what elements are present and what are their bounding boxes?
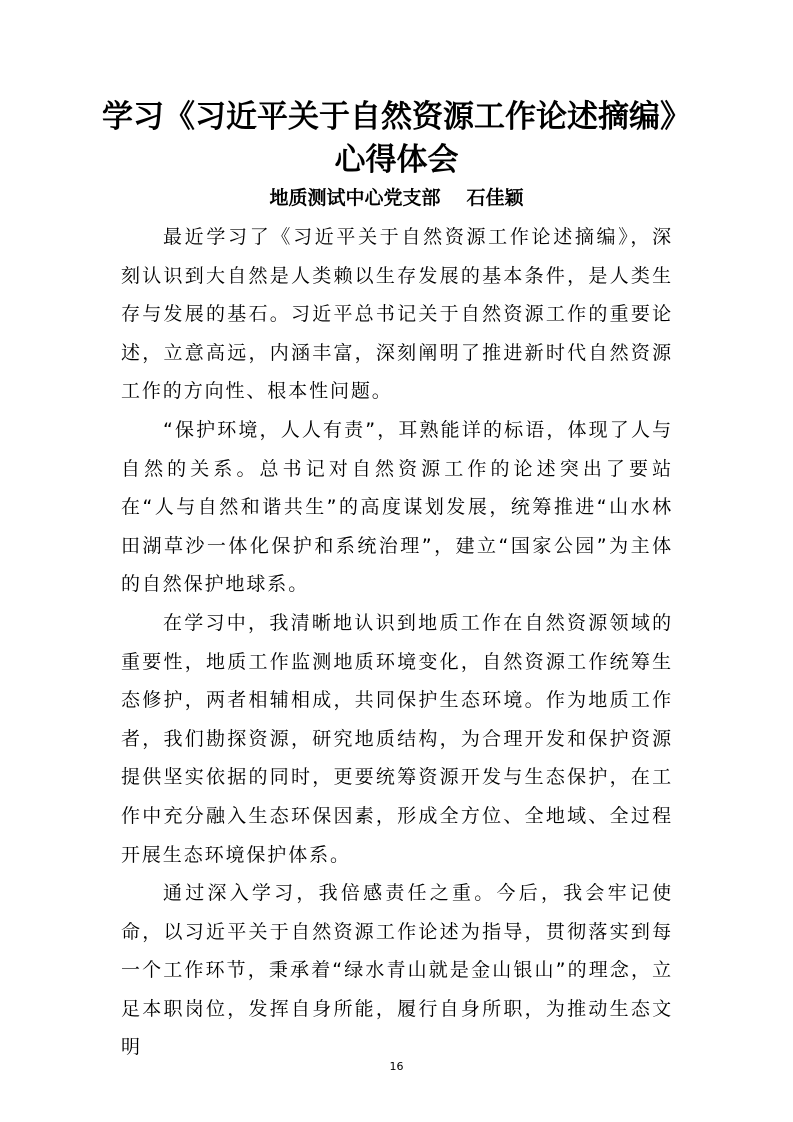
author-organization: 地质测试中心党支部 [269, 187, 441, 209]
body-paragraph: 通过深入学习，我倍感责任之重。今后，我会牢记使命，以习近平关于自然资源工作论述为指导，贯彻落实到每一个工作环节，秉承着“绿水青山就是金山银山”的理念，立足本职岗位，发挥自身所能，履行自身所职，为推动生态文明 [121, 882, 673, 1059]
author-name: 石佳颖 [466, 187, 524, 209]
document-title: 学习《习近平关于自然资源工作论述摘编》 [102, 99, 691, 135]
body-paragraph: 最近学习了《习近平关于自然资源工作论述摘编》，深刻认识到大自然是人类赖以生存发展的基本条件，是人类生存与发展的基石。习近平总书记关于自然资源工作的重要论述，立意高远，内涵丰富，深刻阐明了推进新时代自然资源工作的方向性、根本性问题。 [121, 226, 673, 403]
document-body [121, 218, 673, 1067]
body-paragraph: 在学习中，我清晰地认识到地质工作在自然资源领域的重要性，地质工作监测地质环境变化，自然资源工作统筹生态修护，两者相辅相成，共同保护生态环境。作为地质工作者，我们勘探资源，研究地质结构，为合理开发和保护资源提供坚实依据的同时，更要统筹资源开发与生态保护，在工作中充分融入生态环保因素，形成全方位、全地域、全过程开展生态环境保护体系。 [121, 611, 673, 866]
document-title-line2: 心得体会 [334, 142, 459, 178]
page-number: 16 [389, 1060, 404, 1073]
author-byline [100, 183, 693, 213]
body-paragraph: “保护环境，人人有责”，耳熟能详的标语，体现了人与自然的关系。总书记对自然资源工作的论述突出了要站在“人与自然和谐共生”的高度谋划发展，统筹推进“山水林田湖草沙一体化保护和系统治理”，建立“国家公园”为主体的自然保护地球系。 [121, 418, 673, 596]
